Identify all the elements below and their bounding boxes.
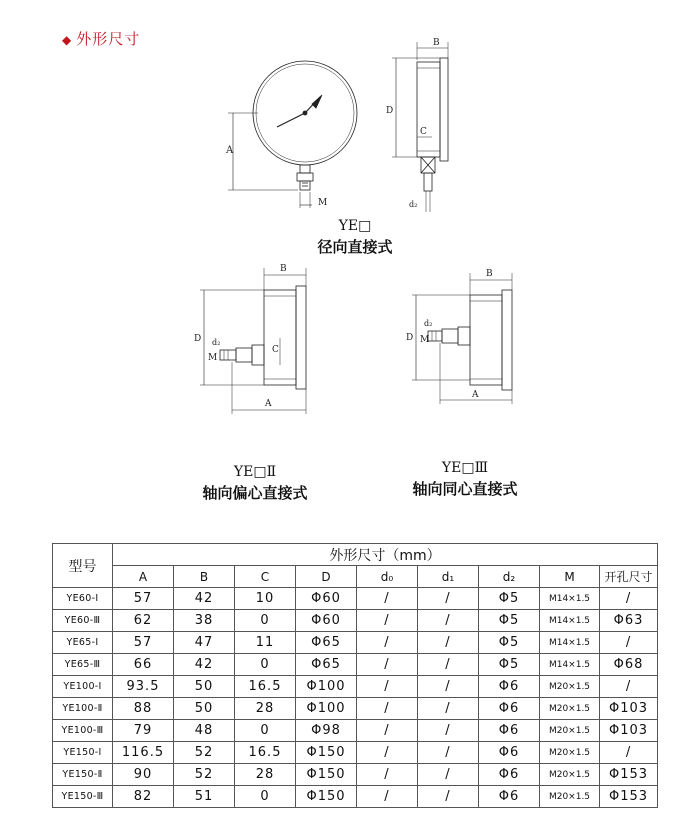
- model-header: 型号: [53, 544, 113, 588]
- table-cell: /: [418, 720, 479, 742]
- table-row: [53, 588, 658, 610]
- table-cell: /: [418, 698, 479, 720]
- model-cell: YE150-Ⅱ: [53, 764, 113, 786]
- model-cell: YE65-Ⅲ: [53, 654, 113, 676]
- table-cell: 79: [113, 720, 174, 742]
- column-header: d₁: [418, 566, 479, 588]
- model-cell: YE100-Ⅲ: [53, 720, 113, 742]
- model-cell: YE60-Ⅲ: [53, 610, 113, 632]
- table-body: [53, 588, 658, 808]
- table-cell: /: [357, 764, 418, 786]
- model-cell: YE60-Ⅰ: [53, 588, 113, 610]
- diagram-caption-radial: [310, 218, 400, 257]
- table-cell: 50: [174, 676, 235, 698]
- table-cell: Φ65: [296, 632, 357, 654]
- dim-label-d2: d₂: [409, 200, 418, 209]
- dim-label-d: D: [386, 106, 394, 116]
- table-cell: 52: [174, 742, 235, 764]
- dim-label-b: B: [486, 269, 493, 279]
- table-row: [53, 610, 658, 632]
- table-cell: Φ6: [479, 786, 540, 808]
- dim-label-m: M: [420, 335, 430, 345]
- table-cell: /: [418, 786, 479, 808]
- table-cell: /: [357, 588, 418, 610]
- table-cell: 57: [113, 588, 174, 610]
- table-cell: Φ68: [600, 654, 658, 676]
- table-cell: 88: [113, 698, 174, 720]
- table-cell: M20×1.5: [540, 742, 600, 764]
- table-cell: 0: [235, 720, 296, 742]
- table-cell: 50: [174, 698, 235, 720]
- column-header: M: [540, 566, 600, 588]
- table-cell: /: [357, 720, 418, 742]
- table-row: [53, 764, 658, 786]
- table-cell: 16.5: [235, 742, 296, 764]
- table-cell: /: [600, 632, 658, 654]
- column-header: d₂: [479, 566, 540, 588]
- table-cell: 62: [113, 610, 174, 632]
- model-cell: YE150-Ⅰ: [53, 742, 113, 764]
- table-cell: Φ103: [600, 720, 658, 742]
- column-header: C: [235, 566, 296, 588]
- dim-label-b: B: [433, 38, 440, 48]
- table-cell: /: [418, 610, 479, 632]
- table-cell: 93.5: [113, 676, 174, 698]
- table-cell: /: [418, 588, 479, 610]
- radial-front-view: [228, 61, 357, 208]
- dim-label-d: D: [406, 333, 414, 343]
- table-cell: /: [357, 698, 418, 720]
- column-header: d₀: [357, 566, 418, 588]
- table-cell: /: [418, 654, 479, 676]
- model-cell: YE100-Ⅰ: [53, 676, 113, 698]
- dim-label-a: A: [472, 390, 479, 400]
- table-cell: 0: [235, 654, 296, 676]
- table-cell: M20×1.5: [540, 676, 600, 698]
- table-cell: Φ6: [479, 764, 540, 786]
- diagram-name: 轴向偏心直接式: [202, 484, 308, 502]
- table-cell: Φ6: [479, 742, 540, 764]
- table-row: [53, 786, 658, 808]
- dim-label-m: M: [208, 353, 218, 363]
- table-cell: /: [357, 742, 418, 764]
- table-row: [53, 720, 658, 742]
- model-cell: YE150-Ⅲ: [53, 786, 113, 808]
- table-cell: 0: [235, 786, 296, 808]
- table-cell: /: [357, 676, 418, 698]
- table-cell: Φ65: [296, 654, 357, 676]
- dim-label-m: M: [318, 198, 328, 208]
- table-cell: Φ103: [600, 698, 658, 720]
- table-row: [53, 632, 658, 654]
- table-cell: /: [600, 742, 658, 764]
- table-row: [53, 742, 658, 764]
- table-cell: M14×1.5: [540, 632, 600, 654]
- table-cell: Φ60: [296, 588, 357, 610]
- table-cell: Φ63: [600, 610, 658, 632]
- table-cell: /: [357, 632, 418, 654]
- dim-label-c: C: [420, 127, 427, 137]
- table-cell: 116.5: [113, 742, 174, 764]
- column-header: B: [174, 566, 235, 588]
- table-cell: M14×1.5: [540, 588, 600, 610]
- table-cell: /: [600, 676, 658, 698]
- dim-label-d: D: [194, 334, 202, 344]
- dim-label-d2: d₂: [424, 319, 433, 328]
- dim-label-d2: d₂: [212, 338, 221, 347]
- table-cell: Φ6: [479, 720, 540, 742]
- table-row: [53, 698, 658, 720]
- table-cell: 16.5: [235, 676, 296, 698]
- table-cell: /: [418, 676, 479, 698]
- table-cell: Φ150: [296, 786, 357, 808]
- diagram-caption-concentric: [395, 460, 535, 499]
- table-cell: 28: [235, 764, 296, 786]
- table-cell: /: [418, 764, 479, 786]
- section-title: ◆ 外形尺寸: [62, 30, 141, 48]
- dim-label-b: B: [280, 264, 287, 274]
- diagram-code: YE□: [338, 218, 372, 234]
- table-cell: /: [357, 786, 418, 808]
- table-cell: M20×1.5: [540, 786, 600, 808]
- dim-label-c: C: [272, 345, 279, 355]
- diamond-bullet-icon: ◆: [62, 33, 73, 47]
- column-header: A: [113, 566, 174, 588]
- table-cell: 48: [174, 720, 235, 742]
- table-row: [53, 654, 658, 676]
- table-cell: Φ5: [479, 654, 540, 676]
- table-cell: Φ5: [479, 588, 540, 610]
- diagram-code: YE□Ⅲ: [441, 460, 489, 476]
- dimension-table: [52, 543, 658, 808]
- table-cell: 0: [235, 610, 296, 632]
- table-cell: M20×1.5: [540, 698, 600, 720]
- diagram-caption-eccentric: [185, 464, 325, 503]
- column-header: 开孔尺寸: [600, 566, 658, 588]
- table-cell: Φ153: [600, 786, 658, 808]
- table-cell: Φ98: [296, 720, 357, 742]
- table-cell: /: [418, 632, 479, 654]
- table-cell: Φ150: [296, 742, 357, 764]
- table-cell: Φ6: [479, 676, 540, 698]
- dim-label-a: A: [265, 399, 272, 409]
- table-cell: M14×1.5: [540, 610, 600, 632]
- diagram-code: YE□Ⅱ: [233, 464, 277, 480]
- column-header-row: [53, 566, 658, 588]
- table-cell: Φ5: [479, 632, 540, 654]
- table-cell: 52: [174, 764, 235, 786]
- table-row: [53, 676, 658, 698]
- table-cell: 66: [113, 654, 174, 676]
- table-cell: 57: [113, 632, 174, 654]
- table-cell: Φ153: [600, 764, 658, 786]
- table-cell: 90: [113, 764, 174, 786]
- table-cell: /: [357, 610, 418, 632]
- table-cell: M20×1.5: [540, 720, 600, 742]
- table-cell: Φ5: [479, 610, 540, 632]
- table-cell: 38: [174, 610, 235, 632]
- dim-label-a: A: [226, 145, 234, 156]
- model-cell: YE100-Ⅱ: [53, 698, 113, 720]
- table-cell: /: [357, 654, 418, 676]
- table-cell: Φ6: [479, 698, 540, 720]
- group-header: 外形尺寸（mm）: [113, 544, 658, 566]
- table-cell: 11: [235, 632, 296, 654]
- table-cell: 10: [235, 588, 296, 610]
- column-header: D: [296, 566, 357, 588]
- table-cell: 51: [174, 786, 235, 808]
- table-cell: Φ60: [296, 610, 357, 632]
- table-cell: M20×1.5: [540, 764, 600, 786]
- table-cell: Φ150: [296, 764, 357, 786]
- table-cell: /: [600, 588, 658, 610]
- model-cell: YE65-Ⅰ: [53, 632, 113, 654]
- diagram-name: 轴向同心直接式: [412, 480, 518, 498]
- table-cell: Φ100: [296, 676, 357, 698]
- table-cell: /: [418, 742, 479, 764]
- table-cell: 42: [174, 588, 235, 610]
- table-cell: 47: [174, 632, 235, 654]
- diagram-name: 径向直接式: [317, 238, 393, 256]
- table-cell: Φ100: [296, 698, 357, 720]
- table-cell: 28: [235, 698, 296, 720]
- table-cell: 82: [113, 786, 174, 808]
- table-cell: 42: [174, 654, 235, 676]
- table-cell: M14×1.5: [540, 654, 600, 676]
